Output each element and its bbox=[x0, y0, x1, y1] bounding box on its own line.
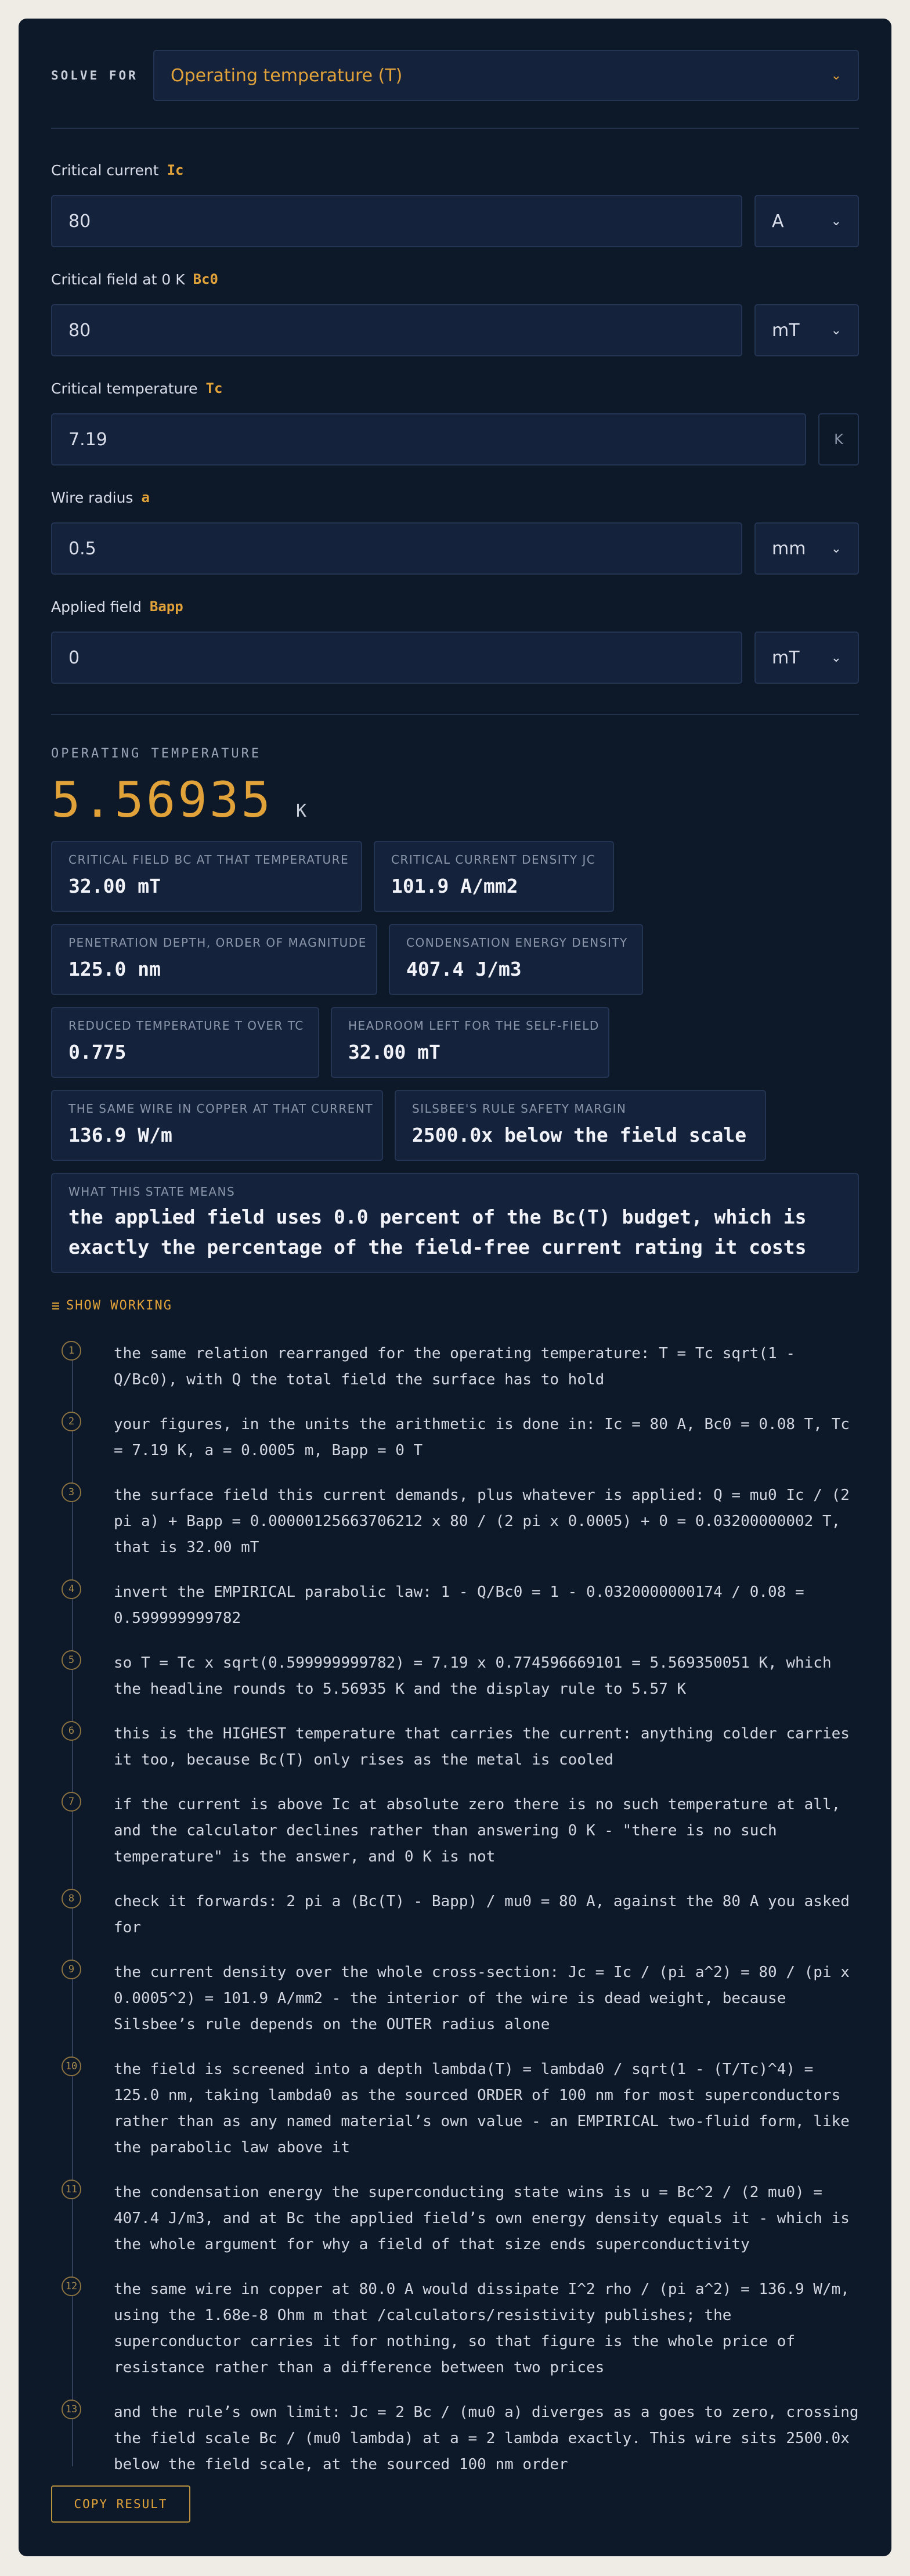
working-step bbox=[51, 2057, 859, 2161]
wire-radius-input[interactable]: 0.5 bbox=[51, 522, 742, 575]
working-step bbox=[51, 1792, 859, 1870]
step-text: and the rule’s own limit: Jc = 2 Bc / (mu0 a) diverges as a goes to zero, crossing the field scale Bc / (mu0 lambda) at a = 2 lambda exactly. This wire sits 2500.0x below the field scale, at the sourced 100 nm order bbox=[114, 2404, 859, 2473]
field-critical-current bbox=[51, 161, 859, 247]
step-text: the current density over the whole cross-section: Jc = Ic / (pi a^2) = 80 / (pi x 0.0005^2) = 101.9 A/mm2 - the interior of the wire is dead weight, because Silsbee’s rule depends on the OUTER radius alone bbox=[114, 1964, 850, 2033]
result-title: OPERATING TEMPERATURE bbox=[51, 746, 262, 761]
state-meaning-tile bbox=[51, 1173, 859, 1273]
kelvin-unit-label: K bbox=[818, 413, 859, 466]
working-step bbox=[51, 1889, 859, 1941]
critical-field-input[interactable]: 80 bbox=[51, 304, 742, 356]
step-text: so T = Tc x sqrt(0.599999999782) = 7.19 x 0.774596669101 = 5.569350051 K, which the headline rounds to 5.56935 K and the display rule to 5.57 K bbox=[114, 1654, 832, 1698]
chevron-down-icon: ⌄ bbox=[830, 650, 842, 665]
tile-label: THE SAME WIRE IN COPPER AT THAT CURRENT bbox=[68, 1102, 374, 1116]
working-steps bbox=[51, 1341, 859, 2478]
tile-label: PENETRATION DEPTH, ORDER OF MAGNITUDE bbox=[68, 936, 367, 950]
step-number: 3 bbox=[62, 1482, 81, 1502]
step-number: 5 bbox=[62, 1650, 81, 1670]
step-number: 7 bbox=[62, 1792, 81, 1812]
step-number: 11 bbox=[62, 2180, 81, 2199]
show-working-toggle[interactable] bbox=[51, 1298, 859, 1313]
step-number: 1 bbox=[62, 1341, 81, 1361]
tile-value: the applied field uses 0.0 percent of the Bc(T) budget, which is exactly the percentage of the field-free current rating it costs bbox=[68, 1206, 807, 1258]
tile-label: CRITICAL FIELD BC AT THAT TEMPERATURE bbox=[68, 853, 349, 867]
field-symbol: Bc0 bbox=[193, 271, 218, 287]
result-tile bbox=[331, 1007, 609, 1078]
result-tile bbox=[389, 924, 643, 995]
tile-value: 101.9 A/mm2 bbox=[391, 875, 518, 897]
field-label: Critical current bbox=[51, 161, 159, 179]
tile-value: 125.0 nm bbox=[68, 958, 161, 980]
step-text: the field is screened into a depth lambda(T) = lambda0 / sqrt(1 - (T/Tc)^4) = 125.0 nm, taking lambda0 as the sourced ORDER of 100 nm for most superconductors rather than as any named material’s own value - an EMPIRICAL two-fluid form, like the parabolic law above it bbox=[114, 2061, 850, 2156]
tile-value: 136.9 W/m bbox=[68, 1124, 172, 1146]
field-symbol: Bapp bbox=[149, 598, 183, 615]
result-section bbox=[51, 746, 859, 1273]
working-step bbox=[51, 2400, 859, 2478]
tile-value: 407.4 J/m3 bbox=[406, 958, 522, 980]
step-number: 13 bbox=[62, 2400, 81, 2419]
show-working-label: SHOW WORKING bbox=[66, 1298, 172, 1313]
step-text: the same wire in copper at 80.0 A would dissipate I^2 rho / (pi a^2) = 136.9 W/m, using the 1.68e-8 Ohm m that /calculators/resistivity publishes; the superconductor carries it for nothing, so that figure is the whole price of resistance rather than a difference between two prices bbox=[114, 2281, 850, 2376]
step-text: this is the HIGHEST temperature that carries the current: anything colder carries it too, because Bc(T) only rises as the metal is cooled bbox=[114, 1725, 850, 1769]
result-unit: K bbox=[296, 801, 307, 821]
field-symbol: a bbox=[141, 489, 150, 506]
field-label: Applied field bbox=[51, 598, 142, 615]
step-number: 6 bbox=[62, 1721, 81, 1741]
step-text: if the current is above Ic at absolute zero there is no such temperature at all, and the calculator declines rather than answering 0 K - "there is no such temperature" is the answer, and 0 K is not bbox=[114, 1796, 841, 1866]
working-step bbox=[51, 1412, 859, 1464]
unit-value: A bbox=[772, 211, 784, 232]
solve-for-row bbox=[51, 50, 859, 101]
solve-for-value: Operating temperature (T) bbox=[171, 65, 403, 86]
divider bbox=[51, 714, 859, 715]
field-label: Critical field at 0 K bbox=[51, 270, 185, 288]
tile-label: CRITICAL CURRENT DENSITY JC bbox=[391, 853, 596, 867]
working-step bbox=[51, 1341, 859, 1393]
result-tile bbox=[51, 924, 377, 995]
working-step bbox=[51, 2276, 859, 2381]
calculator-card bbox=[19, 19, 891, 2556]
step-text: the surface field this current demands, plus whatever is applied: Q = mu0 Ic / (2 pi a) + Bapp = 0.00000125663706212 x 80 / (2 pi x 0.0005) + 0 = 0.03200000002 T, that is 32.00 mT bbox=[114, 1487, 850, 1556]
result-value: 5.56935 bbox=[51, 771, 273, 828]
chevron-down-icon: ⌄ bbox=[830, 214, 842, 229]
working-step bbox=[51, 1482, 859, 1561]
critical-current-input[interactable]: 80 bbox=[51, 195, 742, 247]
step-text: invert the EMPIRICAL parabolic law: 1 - Q/Bc0 = 1 - 0.0320000000174 / 0.08 = 0.599999999782 bbox=[114, 1583, 804, 1627]
step-text: your figures, in the units the arithmetic is done in: Ic = 80 A, Bc0 = 0.08 T, Tc = 7.19 K, a = 0.0005 m, Bapp = 0 T bbox=[114, 1416, 850, 1459]
unit-value: mT bbox=[772, 647, 800, 668]
result-tile bbox=[374, 841, 614, 912]
chevron-down-icon: ⌄ bbox=[830, 323, 842, 338]
tile-label: SILSBEE'S RULE SAFETY MARGIN bbox=[412, 1102, 627, 1116]
chevron-down-icon: ⌄ bbox=[830, 541, 842, 556]
field-critical-field bbox=[51, 270, 859, 356]
step-text: check it forwards: 2 pi a (Bc(T) - Bapp) / mu0 = 80 A, against the 80 A you asked for bbox=[114, 1893, 850, 1936]
step-number: 9 bbox=[62, 1960, 81, 1979]
tile-value: 0.775 bbox=[68, 1041, 127, 1063]
working-step bbox=[51, 2180, 859, 2258]
working-step bbox=[51, 1579, 859, 1632]
applied-field-input[interactable]: 0 bbox=[51, 632, 742, 684]
applied-field-unit-select[interactable] bbox=[754, 632, 859, 684]
working-step bbox=[51, 1650, 859, 1702]
step-number: 12 bbox=[62, 2276, 81, 2296]
tile-value: 32.00 mT bbox=[68, 875, 161, 897]
step-number: 10 bbox=[62, 2057, 81, 2076]
divider bbox=[51, 128, 859, 129]
copy-result-button[interactable]: COPY RESULT bbox=[51, 2485, 190, 2523]
field-symbol: Ic bbox=[167, 162, 184, 178]
field-critical-temperature bbox=[51, 380, 859, 466]
solve-for-select[interactable] bbox=[153, 50, 859, 101]
critical-current-unit-select[interactable] bbox=[754, 195, 859, 247]
critical-field-unit-select[interactable] bbox=[754, 304, 859, 356]
tile-label: HEADROOM LEFT FOR THE SELF-FIELD bbox=[348, 1019, 600, 1033]
unit-value: mm bbox=[772, 538, 806, 559]
result-tiles bbox=[51, 841, 859, 1173]
field-label: Critical temperature bbox=[51, 380, 198, 397]
step-text: the condensation energy the superconducting state wins is u = Bc^2 / (2 mu0) = 407.4 J/m3, and at Bc the applied field’s own energy density equals it - which is the whole argument for why a field of that size ends superconductivity bbox=[114, 2184, 850, 2253]
step-number: 8 bbox=[62, 1889, 81, 1908]
field-label: Wire radius bbox=[51, 489, 133, 506]
tile-label: CONDENSATION ENERGY DENSITY bbox=[406, 936, 628, 950]
field-applied-field bbox=[51, 598, 859, 684]
field-symbol: Tc bbox=[205, 380, 223, 396]
critical-temperature-input[interactable]: 7.19 bbox=[51, 413, 806, 466]
tile-value: 32.00 mT bbox=[348, 1041, 440, 1063]
step-number: 4 bbox=[62, 1579, 81, 1599]
list-icon bbox=[51, 1301, 60, 1311]
unit-value: mT bbox=[772, 320, 800, 341]
chevron-down-icon: ⌄ bbox=[830, 68, 842, 83]
tile-label: WHAT THIS STATE MEANS bbox=[68, 1185, 236, 1199]
tile-label: REDUCED TEMPERATURE T OVER TC bbox=[68, 1019, 304, 1033]
result-tile bbox=[395, 1090, 766, 1161]
result-tile bbox=[51, 1007, 319, 1078]
result-tile bbox=[51, 1090, 383, 1161]
tile-value: 2500.0x below the field scale bbox=[412, 1124, 747, 1146]
step-number: 2 bbox=[62, 1412, 81, 1431]
step-text: the same relation rearranged for the operating temperature: T = Tc sqrt(1 - Q/Bc0), with Q the total field the surface has to hold bbox=[114, 1345, 795, 1388]
field-wire-radius bbox=[51, 489, 859, 575]
result-tile bbox=[51, 841, 362, 912]
working-step bbox=[51, 1960, 859, 2038]
working-step bbox=[51, 1721, 859, 1773]
solve-for-label: SOLVE FOR bbox=[51, 68, 138, 82]
wire-radius-unit-select[interactable] bbox=[754, 522, 859, 575]
